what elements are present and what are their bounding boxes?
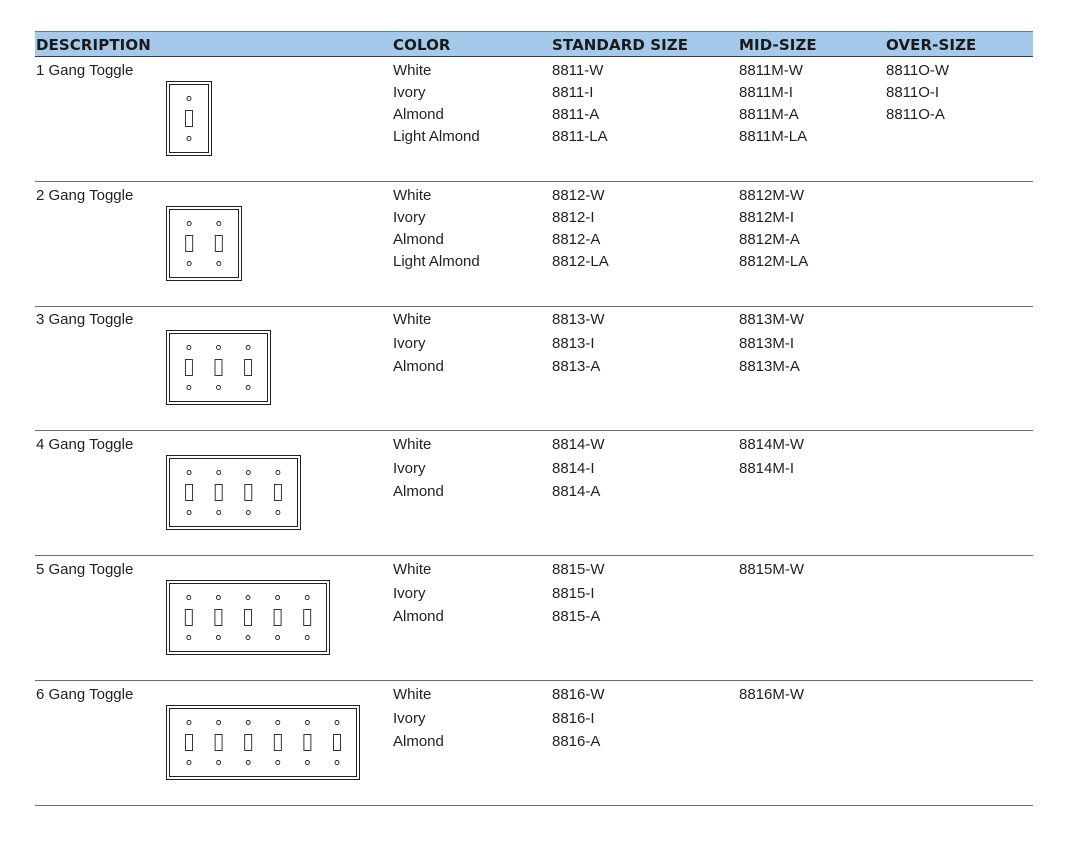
header-description: DESCRIPTION xyxy=(36,36,151,54)
header-standard-size: STANDARD SIZE xyxy=(552,36,689,54)
mid-cell: 8812M-A xyxy=(739,231,800,248)
table-row xyxy=(35,182,1033,307)
column-standard xyxy=(552,436,605,507)
over-cell: 8811O-A xyxy=(886,106,945,123)
column-color xyxy=(393,686,444,757)
column-color xyxy=(393,187,480,275)
header-mid-size: MID-SIZE xyxy=(739,36,817,54)
standard-cell: 8815-W xyxy=(552,561,605,578)
mid-cell: 8811M-W xyxy=(739,62,803,79)
mid-cell: 8813M-A xyxy=(739,358,800,375)
plate-outer-edge xyxy=(167,456,301,530)
color-cell: Ivory xyxy=(393,209,426,226)
row-description: 6 Gang Toggle xyxy=(36,686,134,703)
mid-cell: 8816M-W xyxy=(739,686,805,703)
standard-cell: 8811-A xyxy=(552,106,600,123)
column-mid xyxy=(739,311,804,382)
mid-cell: 8813M-I xyxy=(739,334,795,352)
mid-cell: 8812M-I xyxy=(739,209,795,226)
product-table xyxy=(35,31,1033,750)
row-description: 5 Gang Toggle xyxy=(36,561,134,578)
standard-cell: 8811-W xyxy=(552,62,604,79)
standard-cell: 8814-A xyxy=(552,483,601,500)
wall-plate-icon xyxy=(166,206,242,281)
color-cell: Almond xyxy=(393,358,444,375)
mid-cell: 8811M-I xyxy=(739,84,793,101)
standard-cell: 8815-A xyxy=(552,608,601,625)
header-over-size: OVER-SIZE xyxy=(886,36,977,54)
color-cell: White xyxy=(393,62,432,79)
table-row xyxy=(35,57,1033,182)
row-description: 4 Gang Toggle xyxy=(36,436,134,453)
table-header xyxy=(35,31,1033,57)
table-row xyxy=(35,306,1033,431)
mid-cell: 8811M-A xyxy=(739,106,799,123)
over-cell: 8811O-W xyxy=(886,62,950,79)
column-standard xyxy=(552,311,605,382)
standard-cell: 8813-A xyxy=(552,358,601,375)
wall-plate-icon xyxy=(166,455,301,530)
wall-plate-icon xyxy=(166,705,360,780)
mid-cell: 8813M-W xyxy=(739,311,805,328)
standard-cell: 8816-I xyxy=(552,709,595,727)
color-cell: White xyxy=(393,561,432,578)
color-cell: Light Almond xyxy=(393,253,480,270)
mid-cell: 8811M-LA xyxy=(739,128,808,145)
column-mid xyxy=(739,436,804,483)
column-mid xyxy=(739,187,808,275)
table-row xyxy=(35,556,1033,681)
color-cell: Almond xyxy=(393,483,444,500)
color-cell: Ivory xyxy=(393,709,426,727)
color-cell: White xyxy=(393,436,432,453)
plate-outer-edge xyxy=(167,331,271,405)
standard-cell: 8814-W xyxy=(552,436,605,453)
wall-plate-icon xyxy=(166,330,271,405)
standard-cell: 8812-A xyxy=(552,231,601,248)
mid-cell: 8815M-W xyxy=(739,561,805,578)
color-cell: Almond xyxy=(393,106,444,123)
plate-outer-edge xyxy=(167,207,242,281)
mid-cell: 8812M-W xyxy=(739,187,805,204)
color-cell: Almond xyxy=(393,733,444,750)
mid-cell: 8814M-W xyxy=(739,436,805,453)
wall-plate-icon xyxy=(166,580,330,655)
header-color: COLOR xyxy=(393,36,451,54)
standard-cell: 8811-LA xyxy=(552,128,608,145)
standard-cell: 8812-LA xyxy=(552,253,609,270)
plate-outer-edge xyxy=(167,581,330,655)
mid-cell: 8814M-I xyxy=(739,459,795,477)
column-over xyxy=(886,62,949,128)
column-color xyxy=(393,436,444,507)
standard-cell: 8813-W xyxy=(552,311,605,328)
standard-cell: 8814-I xyxy=(552,459,595,477)
column-mid xyxy=(739,62,807,150)
over-cell: 8811O-I xyxy=(886,84,940,101)
row-description: 1 Gang Toggle xyxy=(36,62,134,79)
standard-cell: 8813-I xyxy=(552,334,595,352)
standard-cell: 8812-I xyxy=(552,209,595,226)
column-mid xyxy=(739,561,804,585)
row-description: 3 Gang Toggle xyxy=(36,311,134,328)
column-mid xyxy=(739,686,804,710)
column-standard xyxy=(552,187,609,275)
plate-outer-edge xyxy=(167,706,360,780)
column-color xyxy=(393,62,480,150)
color-cell: Ivory xyxy=(393,334,426,352)
color-cell: Ivory xyxy=(393,84,426,101)
table-row xyxy=(35,681,1033,806)
color-cell: Ivory xyxy=(393,459,426,477)
plate-outer-edge xyxy=(167,82,212,156)
color-cell: Ivory xyxy=(393,584,426,602)
row-description: 2 Gang Toggle xyxy=(36,187,134,204)
standard-cell: 8816-A xyxy=(552,733,601,750)
column-color xyxy=(393,561,444,632)
column-standard xyxy=(552,686,605,757)
color-cell: Almond xyxy=(393,231,444,248)
table-row xyxy=(35,431,1033,556)
standard-cell: 8815-I xyxy=(552,584,595,602)
column-standard xyxy=(552,561,605,632)
standard-cell: 8812-W xyxy=(552,187,605,204)
wall-plate-icon xyxy=(166,81,212,156)
column-standard xyxy=(552,62,608,150)
standard-cell: 8816-W xyxy=(552,686,605,703)
standard-cell: 8811-I xyxy=(552,84,594,101)
color-cell: Light Almond xyxy=(393,128,480,145)
color-cell: White xyxy=(393,187,432,204)
column-color xyxy=(393,311,444,382)
color-cell: White xyxy=(393,311,432,328)
color-cell: White xyxy=(393,686,432,703)
color-cell: Almond xyxy=(393,608,444,625)
mid-cell: 8812M-LA xyxy=(739,253,809,270)
